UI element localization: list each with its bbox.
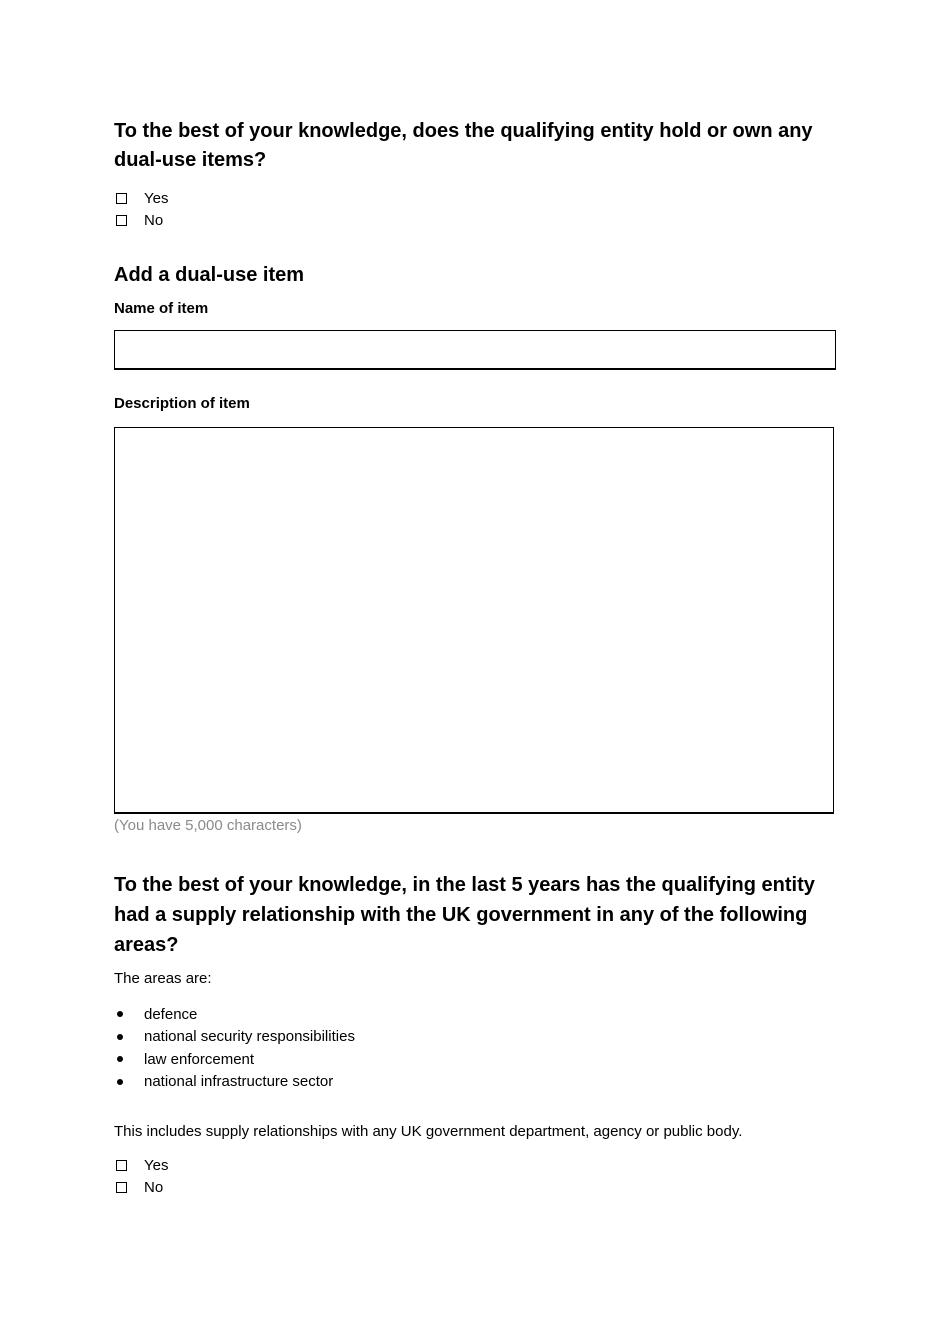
bullet-icon bbox=[117, 1056, 123, 1062]
option-no[interactable] bbox=[114, 1176, 836, 1198]
bullet-icon bbox=[117, 1011, 123, 1017]
area-label: defence bbox=[144, 1005, 198, 1023]
description-of-item-label: Description of item bbox=[114, 395, 250, 412]
checkbox-no[interactable] bbox=[116, 215, 127, 226]
area-label: national security responsibilities bbox=[144, 1028, 355, 1046]
option-yes-label: Yes bbox=[144, 1156, 169, 1174]
list-item bbox=[114, 1048, 836, 1071]
option-yes[interactable] bbox=[114, 1154, 836, 1176]
question-supply-relationship: To the best of your knowledge, in the last 5 years has the qualifying entity had a supply relationship with the UK government in any of the following areas? bbox=[114, 874, 815, 956]
checkbox-yes[interactable] bbox=[116, 193, 127, 204]
option-yes-label: Yes bbox=[144, 189, 169, 207]
option-yes[interactable] bbox=[114, 187, 836, 209]
bullet-icon bbox=[117, 1079, 123, 1085]
option-no-label: No bbox=[144, 211, 164, 229]
list-item bbox=[114, 1071, 836, 1094]
form-page bbox=[114, 117, 836, 1198]
area-label: national infrastructure sector bbox=[144, 1073, 334, 1091]
bullet-icon bbox=[117, 1034, 123, 1040]
checkbox-yes[interactable] bbox=[116, 1160, 127, 1171]
checkbox-no[interactable] bbox=[116, 1182, 127, 1193]
supply-relationship-note: This includes supply relationships with any UK government department, agency or public body. bbox=[114, 1123, 743, 1140]
name-of-item-input[interactable] bbox=[114, 330, 836, 370]
list-item bbox=[114, 1003, 836, 1026]
option-no[interactable] bbox=[114, 209, 836, 231]
list-item bbox=[114, 1026, 836, 1049]
question-dual-use-items: To the best of your knowledge, does the qualifying entity hold or own any dual-use items? bbox=[114, 120, 813, 171]
name-of-item-label: Name of item bbox=[114, 300, 209, 317]
area-label: law enforcement bbox=[144, 1050, 255, 1068]
character-count: (You have 5,000 characters) bbox=[114, 817, 302, 834]
description-of-item-textarea[interactable] bbox=[114, 427, 834, 814]
areas-intro: The areas are: bbox=[114, 970, 212, 987]
radio-group-supply-relationship bbox=[114, 1154, 836, 1198]
radio-group-dual-use bbox=[114, 187, 836, 231]
areas-list bbox=[114, 1003, 836, 1093]
option-no-label: No bbox=[144, 1178, 164, 1196]
add-dual-use-item-heading: Add a dual-use item bbox=[114, 264, 305, 286]
